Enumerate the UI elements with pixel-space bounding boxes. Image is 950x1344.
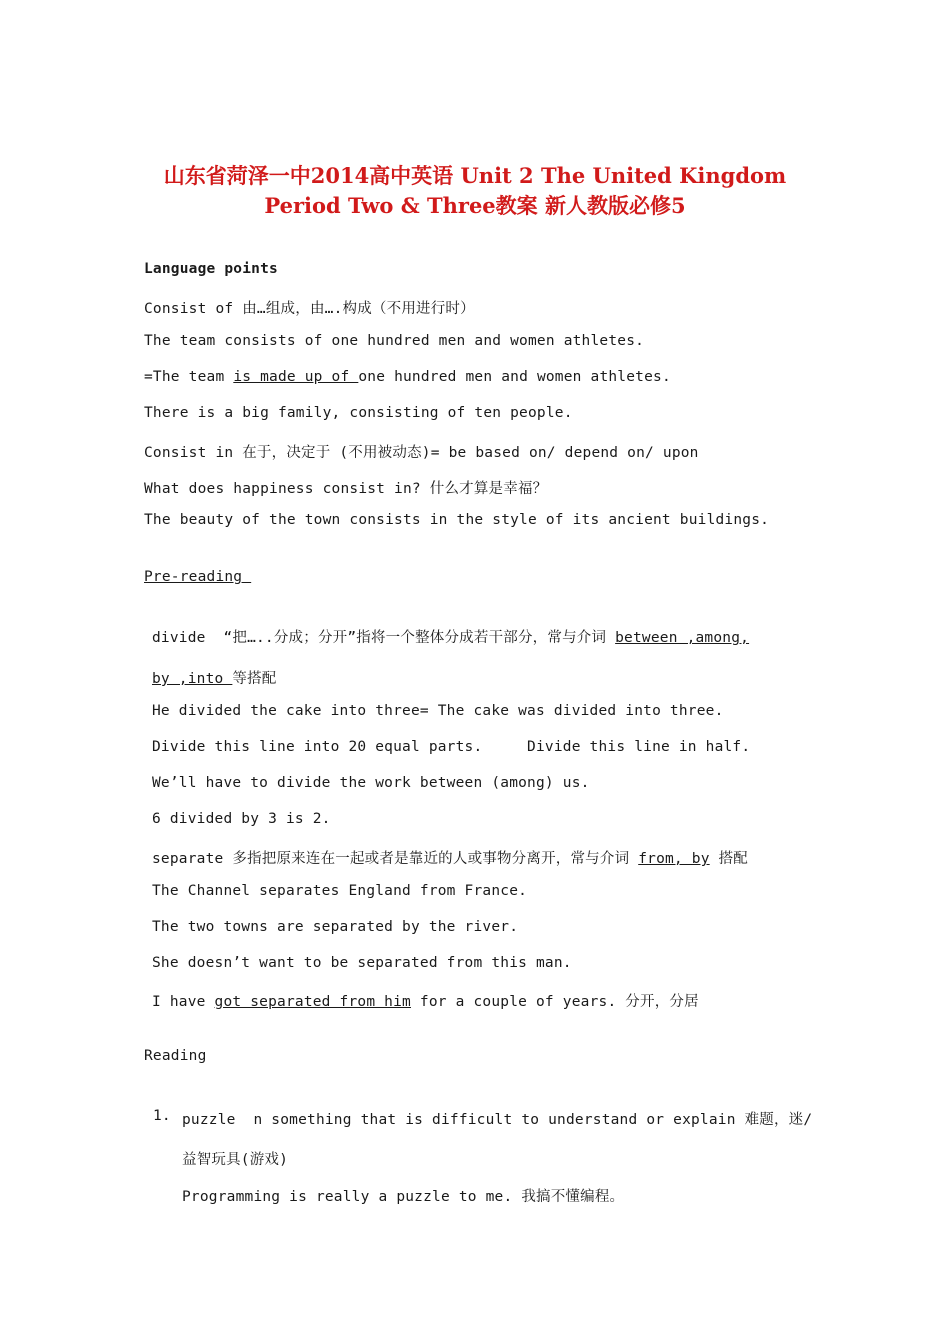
- text-line: There is a big family, consisting of ten people.: [144, 405, 573, 421]
- document-title-line-1: 山东省菏泽一中2014高中英语 Unit 2 The United Kingdom: [163, 163, 787, 188]
- underlined-phrase: from, by: [638, 851, 710, 867]
- section-heading-reading: Reading: [144, 1048, 207, 1064]
- text-line: He divided the cake into three= The cake was divided into three.: [152, 703, 724, 719]
- text-line: The two towns are separated by the river.: [152, 919, 519, 935]
- underlined-phrase: between ,among,: [615, 630, 750, 646]
- text-line: [152, 847, 748, 868]
- section-heading-pre-reading: Pre-reading: [144, 569, 252, 585]
- text-line: Consist of 由…组成，由….构成（不用进行时）: [144, 301, 475, 317]
- document-title-line-2: Period Two & Three教案 新人教版必修5: [264, 193, 686, 218]
- text-line: We’ll have to divide the work between (among) us.: [152, 775, 590, 791]
- text-line: [144, 369, 671, 385]
- text-line: She doesn’t want to be separated from this man.: [152, 955, 572, 971]
- text-segment: I have: [152, 994, 215, 1010]
- text-line: [152, 667, 276, 688]
- list-item-text: puzzle n something that is difficult to understand or explain 难题，迷/: [182, 1112, 813, 1128]
- underlined-phrase: got separated from him: [214, 994, 411, 1010]
- text-segment: 搭配: [709, 851, 748, 867]
- example-sentence: Programming is really a puzzle to me. 我搞不懂编程。: [182, 1189, 625, 1205]
- list-item-number: 1.: [153, 1108, 171, 1124]
- text-line: The team consists of one hundred men and women athletes.: [144, 333, 645, 349]
- text-segment: for a couple of years. 分开，分居: [410, 994, 699, 1010]
- underlined-phrase: is made up of: [233, 369, 359, 385]
- text-line: Divide this line into 20 equal parts. Divide this line in half.: [152, 739, 751, 755]
- text-line: Consist in 在于，决定于 (不用被动态)= be based on/ depend on/ upon: [144, 445, 699, 461]
- text-line: The beauty of the town consists in the style of its ancient buildings.: [144, 512, 770, 528]
- list-item-text-continued: 益智玩具(游戏): [182, 1152, 289, 1168]
- text-segment: divide “把…..分成；分开”指将一个整体分成若干部分，常与介词: [152, 630, 616, 646]
- text-segment: 等搭配: [232, 671, 277, 687]
- section-heading-language-points: Language points: [144, 261, 278, 277]
- text-line: What does happiness consist in? 什么才算是幸福？: [144, 481, 548, 497]
- text-line: [152, 990, 699, 1011]
- text-line: 6 divided by 3 is 2.: [152, 811, 331, 827]
- text-line: The Channel separates England from France.: [152, 883, 528, 899]
- text-segment: =The team: [144, 369, 234, 385]
- underlined-phrase: by ,into: [152, 671, 233, 687]
- text-segment: separate 多指把原来连在一起或者是靠近的人或事物分离开，常与介词: [152, 851, 639, 867]
- text-line: [152, 626, 749, 647]
- text-segment: one hundred men and women athletes.: [358, 369, 671, 385]
